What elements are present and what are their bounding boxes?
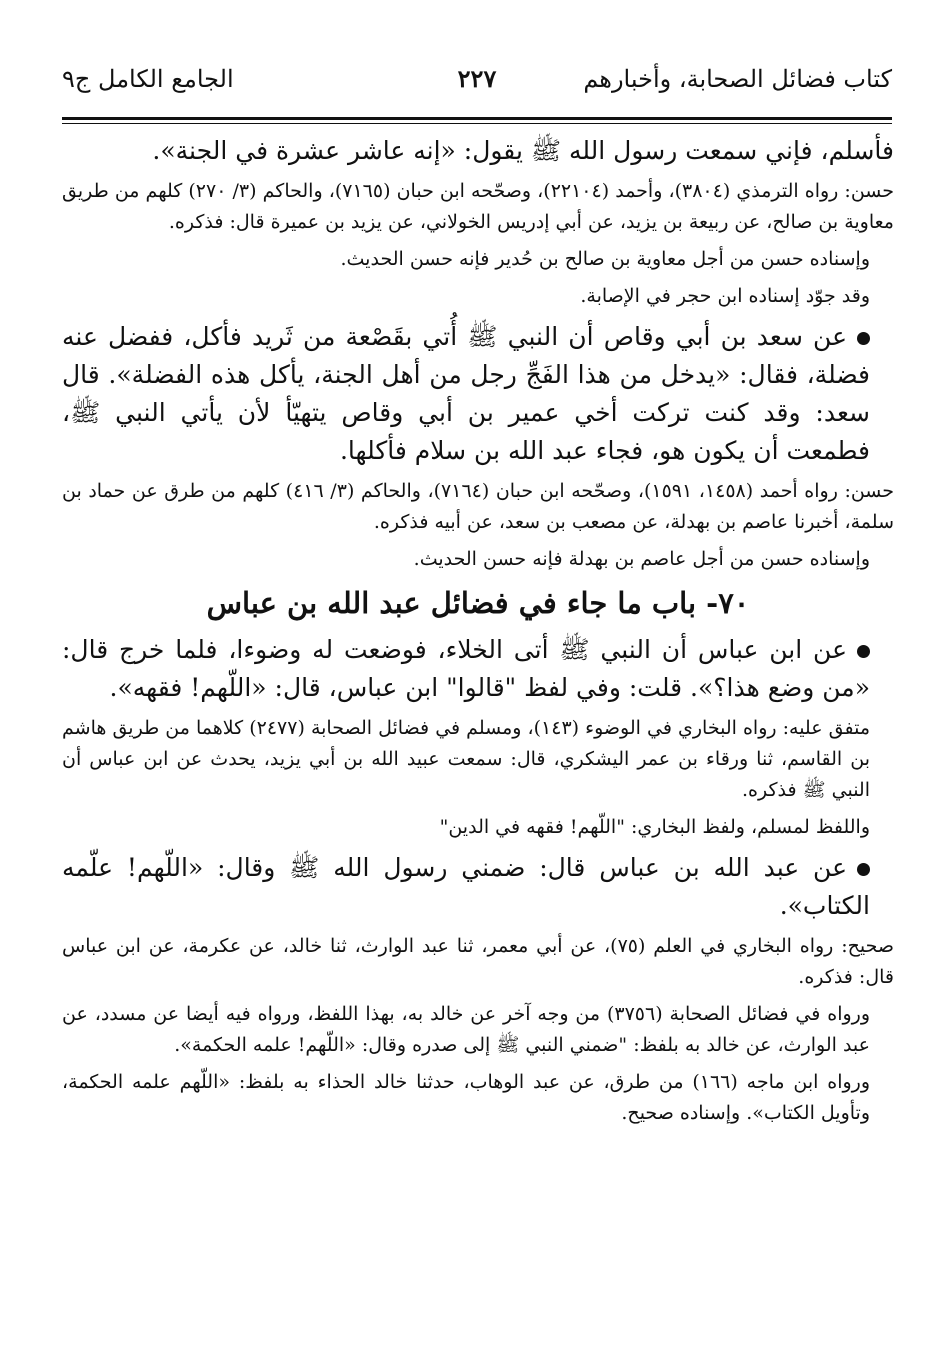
takhrij-note: وإسناده حسن من أجل معاوية بن صالح بن حُدير فإنه حسن الحديث. <box>340 248 870 270</box>
book-volume-title: الجامع الكامل ج٩ <box>62 65 234 93</box>
hadith-text: عن سعد بن أبي وقاص أن النبي ﷺ أُتي بقَصْعة من ثَريد فأكل، ففضل عنه فضلة، فقال: «يدخل من هذا الفَجِّ رجل من أهل الجنة، يأكل هذه الفضلة». قال سعد: وقد كنت تركت أخي عمير بن أبي وقاص يتهيّأ لأن يأتي النبي ﷺ، فطمعت أن يكون هو، فجاء عبد الله بن سلام فأكلها. <box>62 322 870 465</box>
takhrij-note: حسن: رواه الترمذي (٣٨٠٤)، وأحمد (٢٢١٠٤)، وصحّحه ابن حبان (٧١٦٥)، والحاكم (٣/ ٢٧٠) كلهم من طريق معاوية بن صالح، عن ربيعة بن يزيد، عن أبي إدريس الخولاني، عن يزيد بن عميرة قال: فذكره. <box>62 180 894 233</box>
chapter-heading: ٧٠- باب ما جاء في فضائل عبد الله بن عباس <box>206 586 750 620</box>
hadith-paragraph <box>62 849 894 925</box>
hadith-paragraph <box>62 631 894 707</box>
bullet-icon <box>857 332 870 345</box>
takhrij-note: حسن: رواه أحمد (١٤٥٨، ١٥٩١)، وصحّحه ابن حبان (٧١٦٤)، والحاكم (٣/ ٤١٦) كلهم من طرق عن حماد بن سلمة، أخبرنا عاصم بن بهدلة، عن مصعب بن سعد، عن أبيه فذكره. <box>62 480 894 533</box>
book-section-title: كتاب فضائل الصحابة، وأخبارهم <box>583 65 892 93</box>
page-number: ٢٢٧ <box>457 64 497 93</box>
takhrij-note: ورواه في فضائل الصحابة (٣٧٥٦) من وجه آخر عن خالد به، بهذا اللفظ، ورواه فيه أيضا عن مسدد، عن عبد الوارث، عن خالد به بلفظ: "ضمني النبي ﷺ إلى صدره وقال: «اللّهم! علمه الحكمة». <box>62 1003 870 1056</box>
bullet-icon <box>857 863 870 876</box>
hadith-paragraph <box>62 318 894 470</box>
takhrij-note: وقد جوّد إسناده ابن حجر في الإصابة. <box>580 285 870 307</box>
page-body <box>62 132 894 1129</box>
takhrij-note: وإسناده حسن من أجل عاصم بن بهدلة فإنه حسن الحديث. <box>413 548 870 570</box>
takhrij-note: متفق عليه: رواه البخاري في الوضوء (١٤٣)، ومسلم في فضائل الصحابة (٢٤٧٧) كلاهما من طريق هاشم بن القاسم، ثنا ورقاء بن عمر اليشكري، قال: سمعت عبيد الله بن أبي يزيد، يحدث عن ابن عباس أن النبي ﷺ فذكره. <box>62 717 871 801</box>
header-rule-thin <box>62 123 892 124</box>
running-header <box>62 64 892 104</box>
takhrij-note: واللفظ لمسلم، ولفظ البخاري: "اللّهم! فقهه في الدين" <box>439 816 870 838</box>
hadith-text: عن عبد الله بن عباس قال: ضمني رسول الله ﷺ وقال: «اللّهم! علّمه الكتاب». <box>62 853 870 920</box>
hadith-text: فأسلم، فإني سمعت رسول الله ﷺ يقول: «إنه عاشر عشرة في الجنة». <box>152 136 894 165</box>
header-rule-thick <box>62 117 892 120</box>
takhrij-note: ورواه ابن ماجه (١٦٦) من طرق، عن عبد الوهاب، حدثنا خالد الحذاء به بلفظ: «اللّهم علمه الحكمة، وتأويل الكتاب». وإسناده صحيح. <box>62 1071 871 1124</box>
hadith-text: عن ابن عباس أن النبي ﷺ أتى الخلاء، فوضعت له وضوءا، فلما خرج قال: «من وضع هذا؟». قلت: وفي لفظ "قالوا" ابن عباس، قال: «اللّهم! فقهه». <box>62 635 870 702</box>
takhrij-note: صحيح: رواه البخاري في العلم (٧٥)، عن أبي معمر، ثنا عبد الوارث، ثنا خالد، عن عكرمة، عن ابن عباس قال: فذكره. <box>62 935 894 988</box>
bullet-icon <box>857 645 870 658</box>
